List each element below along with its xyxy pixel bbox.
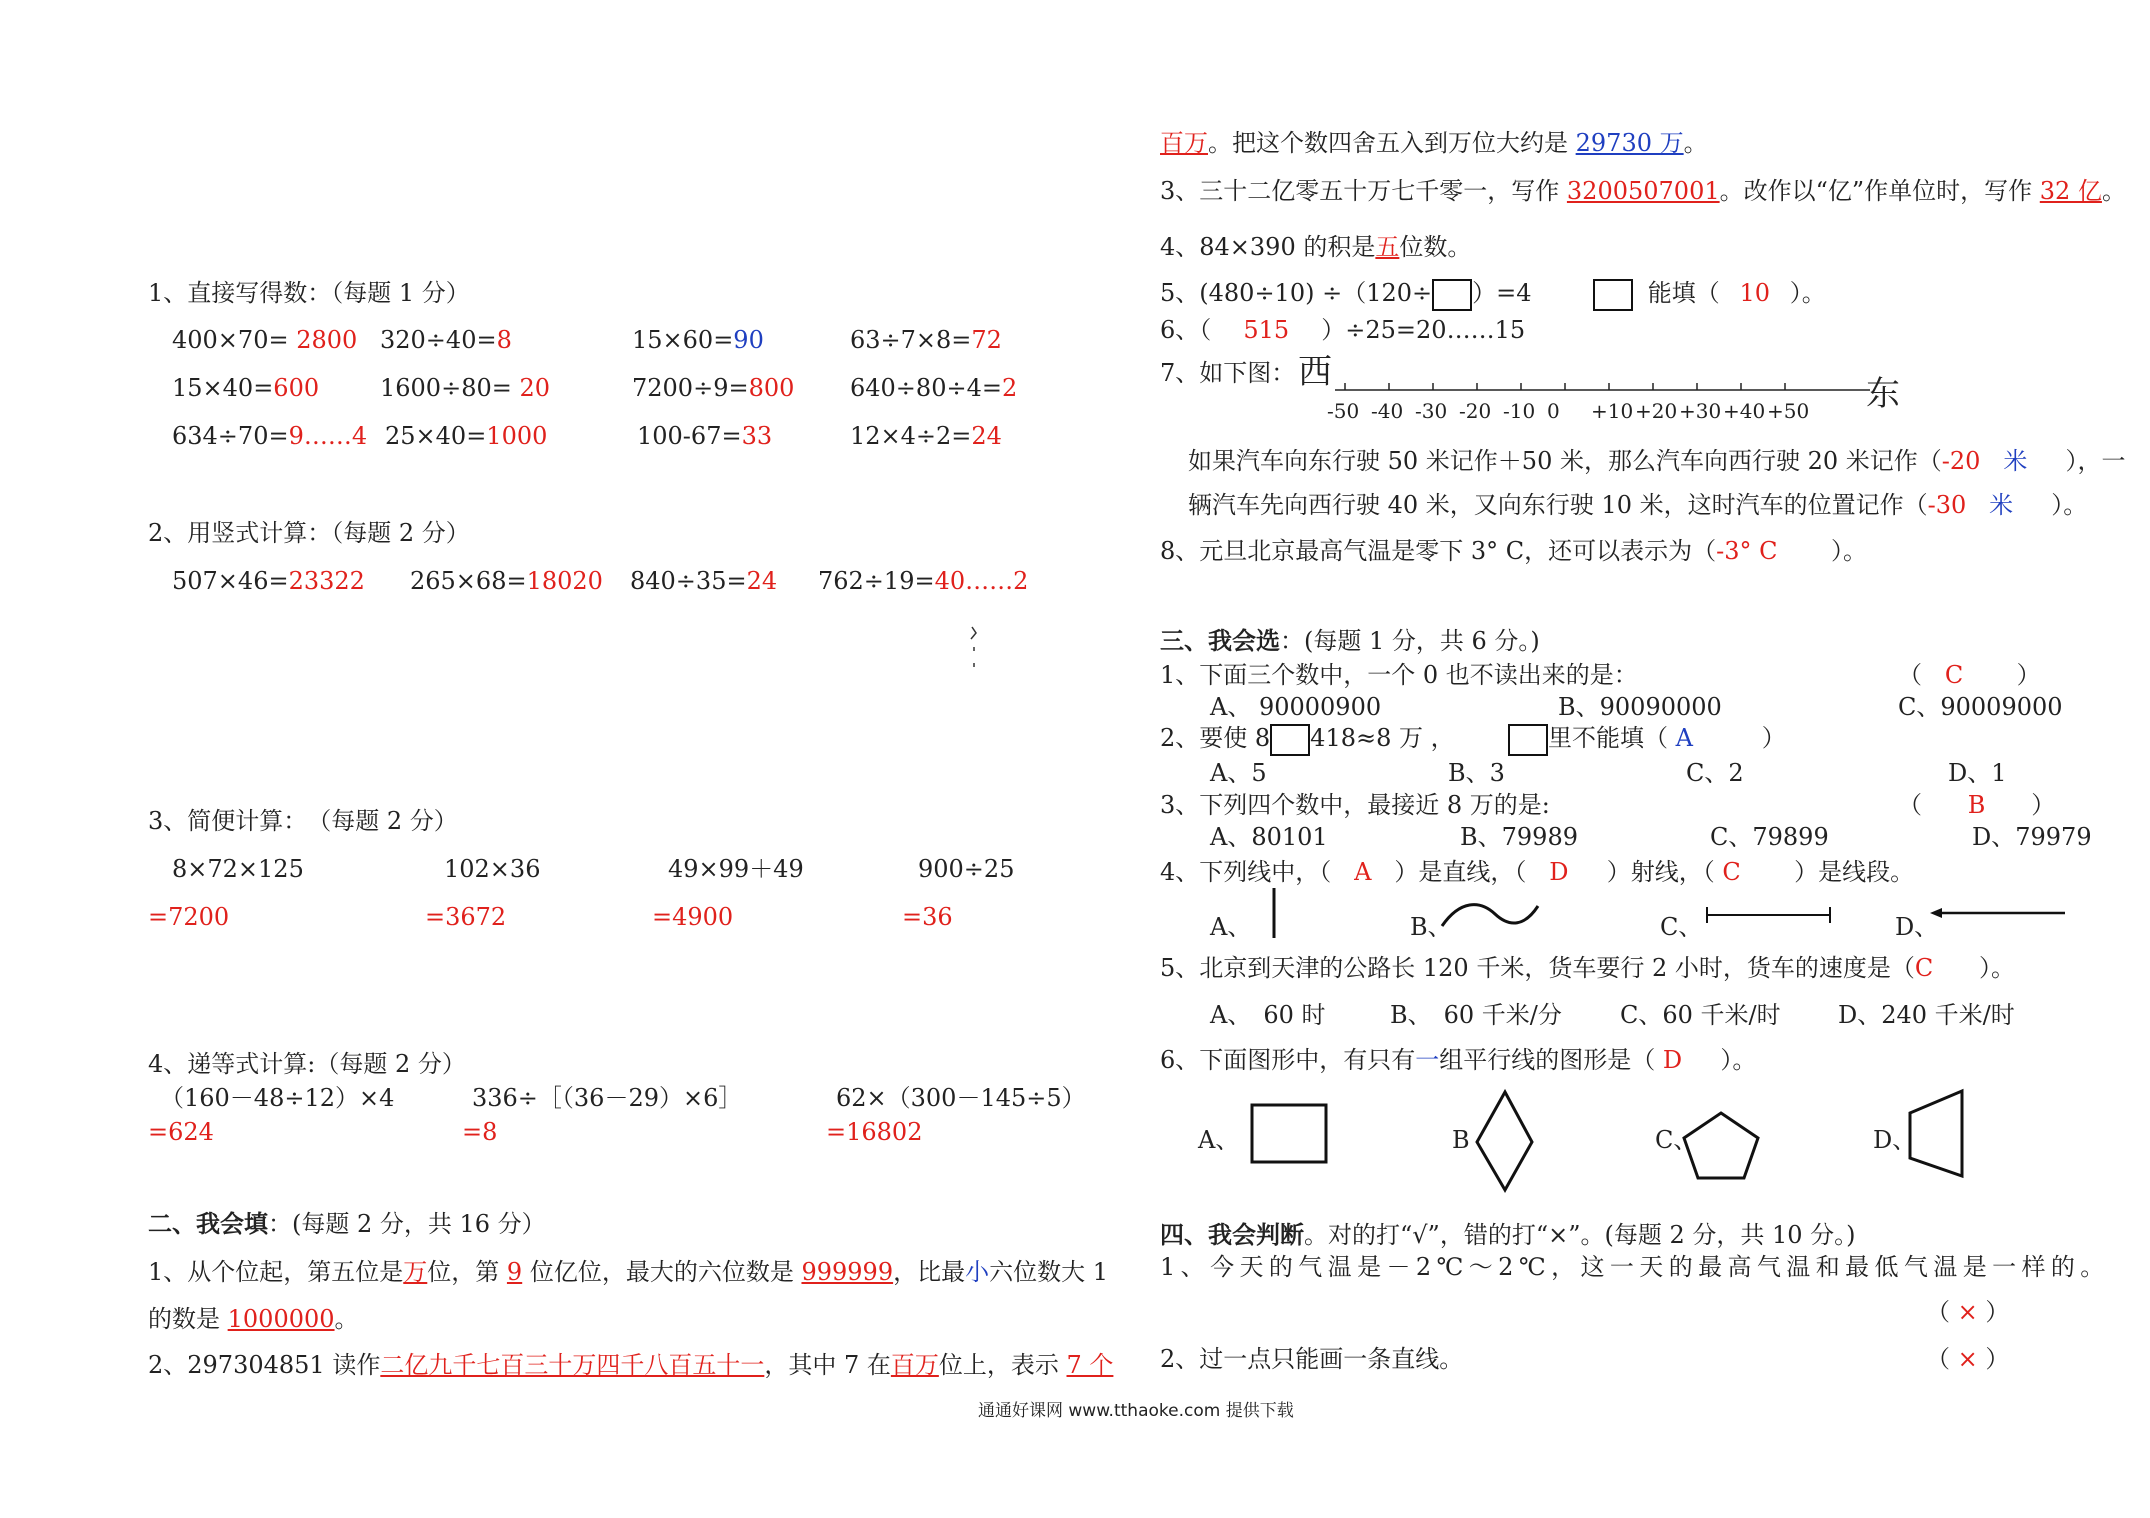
- blank-box: [1270, 724, 1310, 756]
- calc-item: 7200÷9=800: [632, 374, 795, 402]
- judge-question-1: 1、今天的气温是－2℃～2℃，这一天的最高气温和最低气温是一样的。: [1160, 1253, 2110, 1281]
- number-line-label: +20: [1635, 399, 1678, 423]
- fill-question-5: 5、(480÷10) ÷（120÷ ）=4 能填（ 10 ）。: [1160, 278, 1826, 311]
- section-2-title: 2、用竖式计算：（每题 2 分）: [148, 519, 470, 547]
- number-line-label: +40: [1723, 399, 1766, 423]
- blank-box: [1432, 279, 1472, 311]
- number-line-label: 0: [1547, 399, 1560, 423]
- answer: =3672: [425, 903, 507, 931]
- choice-option: D、240 千米/时: [1838, 1001, 2015, 1029]
- choice-option: C、60 千米/时: [1620, 1001, 1781, 1029]
- choice-option: B、79989: [1460, 823, 1578, 851]
- answer: =4900: [652, 903, 734, 931]
- choice-option: B、3: [1448, 759, 1505, 787]
- choice-option: D、79979: [1972, 823, 2092, 851]
- choice-answer: （ B ）: [1898, 791, 2056, 819]
- curve-figure-b: [1440, 898, 1540, 932]
- part-4-title: 四、我会判断。对的打“√”，错的打“×”。(每题 2 分，共 10 分。): [1160, 1220, 1856, 1249]
- calc-item: 507×46=23322: [172, 567, 365, 595]
- line-figure-a: [1270, 888, 1280, 940]
- shape-label: C、: [1655, 1126, 1698, 1154]
- pentagon-shape-c: [1680, 1110, 1762, 1182]
- part-2-title: 二、我会填：(每题 2 分，共 16 分）: [148, 1209, 546, 1238]
- calc-item: 62×（300－145÷5）: [836, 1084, 1086, 1112]
- number-line-label: -50: [1327, 399, 1360, 423]
- west-label: 西: [1298, 352, 1332, 392]
- choice-option: A、 60 时: [1210, 1001, 1326, 1029]
- calc-item: 634÷70=9……4: [172, 422, 368, 450]
- choice-option: A、80101: [1210, 823, 1328, 851]
- calc-item: 49×99＋49: [668, 855, 804, 883]
- answer: =624: [148, 1118, 214, 1146]
- calc-item: 840÷35=24: [630, 567, 778, 595]
- ray-figure-d: [1930, 903, 2070, 923]
- choice-question-2: 2、要使 8 418≈8 万 ， 里不能填（ A ）: [1160, 723, 1786, 756]
- choice-answer: （ C ）: [1898, 661, 2041, 689]
- number-line-label: -30: [1415, 399, 1448, 423]
- number-line-label: +10: [1591, 399, 1634, 423]
- fill-question-8: 8、元旦北京最高气温是零下 3° C，还可以表示为（-3° C ）。: [1160, 537, 1867, 565]
- section-1-title: 1、直接写得数：（每题 1 分）: [148, 279, 470, 307]
- choice-question-5: 5、北京到天津的公路长 120 千米，货车要行 2 小时，货车的速度是（C ）。: [1160, 954, 2016, 982]
- fill-question-7: 7、如下图：: [1160, 359, 1296, 387]
- calc-item: 15×40=600: [172, 374, 320, 402]
- fill-question-6: 6、（ 515 ）÷25=20……15: [1160, 316, 1526, 344]
- part-3-title: 三、我会选：(每题 1 分，共 6 分。): [1160, 626, 1540, 655]
- fill-question-2-cont: 百万。把这个数四舍五入到万位大约是 29730 万。: [1160, 129, 1708, 157]
- rectangle-shape-a: [1250, 1103, 1330, 1165]
- footer-credit: 通通好课网 www.tthaoke.com 提供下载: [978, 1401, 1294, 1421]
- number-line-label: -10: [1503, 399, 1536, 423]
- choice-option: B、90090000: [1558, 693, 1722, 721]
- judge-answer: （ × ）: [1926, 1345, 2010, 1373]
- east-label: 东: [1866, 374, 1900, 414]
- choice-question-1: 1、下面三个数中，一个 0 也不读出来的是：: [1160, 661, 1638, 689]
- choice-question-6: 6、下面图形中，有只有一组平行线的图形是（ D ）。: [1160, 1046, 1757, 1074]
- choice-option: C、90009000: [1898, 693, 2063, 721]
- calc-item: 320÷40=8: [380, 326, 512, 354]
- calc-item: 1600÷80= 20: [380, 374, 551, 402]
- line-label: B、: [1410, 913, 1452, 941]
- choice-option: D、1: [1948, 759, 2007, 787]
- choice-option: C、79899: [1710, 823, 1829, 851]
- answer: =16802: [826, 1118, 923, 1146]
- number-line-label: +50: [1767, 399, 1810, 423]
- blank-box: [1593, 279, 1633, 311]
- section-4-title: 4、递等式计算:（每题 2 分）: [148, 1050, 466, 1078]
- calc-item: 100-67=33: [637, 422, 773, 450]
- q7-line-2: 辆汽车先向西行驶 40 米，又向东行驶 10 米，这时汽车的位置记作（-30 米 ）。: [1188, 491, 2088, 519]
- fill-question-3: 3、三十二亿零五十万七千零一，写作 3200507001。改作以“亿”作单位时，写作 32 亿。: [1160, 177, 2126, 205]
- calc-item: 63÷7×8=72: [850, 326, 1002, 354]
- choice-question-3: 3、下列四个数中，最接近 8 万的是:: [1160, 791, 1550, 819]
- q7-line-1: 如果汽车向东行驶 50 米记作＋50 米，那么汽车向西行驶 20 米记作（-20 米 ），一: [1188, 447, 2126, 475]
- calc-item: 12×4÷2=24: [850, 422, 1002, 450]
- choice-option: A、5: [1210, 759, 1267, 787]
- calc-item: 15×60=90: [632, 326, 764, 354]
- number-line-label: -40: [1371, 399, 1404, 423]
- calc-item: 900÷25: [918, 855, 1015, 883]
- choice-option: B、 60 千米/分: [1390, 1001, 1562, 1029]
- fill-question-4: 4、84×390 的积是五位数。: [1160, 233, 1472, 261]
- number-line-label: +30: [1679, 399, 1722, 423]
- calc-item: 336÷［（36－29）×6］: [472, 1084, 743, 1112]
- fill-question-1-cont: 的数是 1000000。: [148, 1305, 359, 1333]
- choice-option: A、 90000900: [1210, 693, 1382, 721]
- shape-label: B: [1452, 1126, 1470, 1154]
- calc-item: 762÷19=40……2: [818, 567, 1029, 595]
- choice-option: C、2: [1686, 759, 1744, 787]
- judge-answer: （ × ）: [1926, 1298, 2010, 1326]
- line-label: C、: [1660, 913, 1703, 941]
- fill-question-2: 2、297304851 读作二亿九千七百三十万四千八百五十一，其中 7 在百万位上，表示 7 个: [148, 1351, 1114, 1379]
- line-label: D、: [1895, 913, 1939, 941]
- answer: =7200: [148, 903, 230, 931]
- choice-question-4: 4、下列线中，（ A ）是直线，（ D ）射线，（ C ）是线段。: [1160, 858, 1915, 886]
- line-label: A、: [1210, 913, 1252, 941]
- calc-item: 265×68=18020: [410, 567, 603, 595]
- calc-item: 640÷80÷4=2: [850, 374, 1018, 402]
- blank-box: [1508, 724, 1548, 756]
- answer: =36: [902, 903, 953, 931]
- judge-question-2: 2、过一点只能画一条直线。: [1160, 1345, 1464, 1373]
- calc-item: 25×40=1000: [385, 422, 548, 450]
- answer: =8: [462, 1118, 498, 1146]
- fill-question-1: 1、从个位起，第五位是万位，第 9 位亿位，最大的六位数是 999999，比最小六位数大 1: [148, 1258, 1108, 1286]
- number-line-label: -20: [1459, 399, 1492, 423]
- rhombus-shape-b: [1474, 1090, 1536, 1194]
- stray-mark: [968, 625, 980, 670]
- calc-item: 400×70= 2800: [172, 326, 358, 354]
- section-3-title: 3、简便计算： （每题 2 分）: [148, 807, 458, 835]
- shape-label: D、: [1873, 1126, 1917, 1154]
- calc-item: 8×72×125: [172, 855, 304, 883]
- segment-figure-c: [1705, 905, 1835, 925]
- calc-item: （160－48÷12）×4: [160, 1084, 395, 1112]
- calc-item: 102×36: [444, 855, 541, 883]
- trapezoid-shape-d: [1906, 1088, 1970, 1180]
- shape-label: A、: [1198, 1126, 1240, 1154]
